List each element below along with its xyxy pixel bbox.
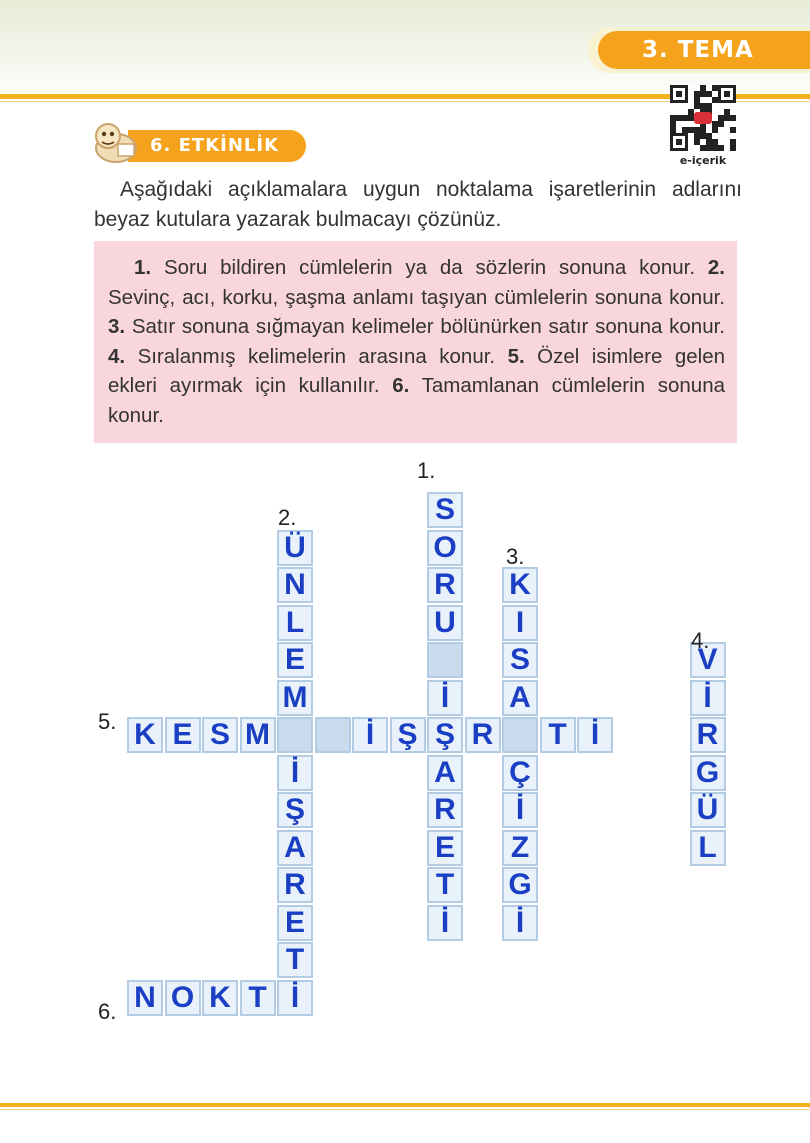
puzzle-black-cell	[277, 717, 313, 753]
puzzle-letter: N	[284, 568, 306, 601]
puzzle-letter: İ	[365, 718, 375, 751]
clue-4: Sıralanmış kelimelerin arasına konur.	[125, 344, 496, 368]
puzzle-letter: Ç	[509, 755, 531, 789]
puzzle-black-cell	[502, 717, 538, 753]
qr-finder-dot	[676, 139, 682, 145]
puzzle-letter: Ü	[284, 530, 306, 564]
puzzle-letter: S	[434, 493, 455, 526]
footer-divider-thin	[0, 1109, 810, 1110]
puzzle-letter: K	[509, 568, 531, 601]
qr-logo	[694, 112, 712, 124]
puzzle-letter: T	[285, 943, 305, 976]
clue-text	[108, 253, 725, 430]
puzzle-letter: A	[509, 680, 531, 714]
puzzle-letter: İ	[290, 980, 300, 1014]
puzzle-letter: Ş	[284, 793, 305, 826]
activity-title: 6. ETKİNLİK	[150, 135, 280, 156]
puzzle-letter: R	[471, 718, 494, 751]
qr-module	[718, 121, 724, 127]
clue-3: Satır sonuna sığmayan kelimeler bölünürken satır sonuna konur.	[125, 315, 725, 338]
clue-number: 4.	[108, 344, 126, 368]
puzzle-letter: M	[245, 718, 270, 751]
puzzle-letter: R	[434, 793, 456, 826]
clue-number: 6.	[392, 374, 410, 397]
puzzle-letter: T	[248, 980, 267, 1014]
puzzle-letter: K	[209, 980, 231, 1014]
puzzle-letter: E	[434, 830, 455, 864]
puzzle-letter: S	[509, 643, 530, 676]
puzzle-letter: N	[134, 980, 156, 1014]
puzzle-letter: O	[170, 980, 195, 1014]
word-number-5: 5.	[98, 709, 117, 734]
clue-number: 2.	[707, 256, 726, 279]
tema-label: 3. TEMA	[598, 31, 810, 69]
puzzle-letter: İ	[440, 680, 450, 714]
clue-2: Sevinç, acı, korku, şaşma anlamı taşıyan cümlelerin sonuna konur.	[108, 285, 725, 309]
puzzle-letter: İ	[590, 718, 600, 751]
puzzle-letter: İ	[440, 905, 450, 939]
word-number-1: 1.	[417, 458, 436, 483]
clue-1: Soru bildiren cümlelerin ya da sözlerin sonuna konur.	[151, 256, 696, 279]
puzzle-letter: İ	[703, 680, 712, 714]
puzzle-letter: I	[515, 605, 525, 639]
puzzle-letter: V	[697, 643, 718, 676]
clue-number: 1.	[134, 256, 152, 279]
puzzle-letter: R	[284, 868, 306, 901]
puzzle-letter: İ	[515, 905, 525, 939]
puzzle-letter: E	[284, 905, 305, 939]
puzzle-letter: L	[285, 605, 305, 639]
qr-module	[712, 127, 718, 133]
puzzle-letter: E	[172, 718, 193, 751]
puzzle-letter: Z	[510, 830, 530, 864]
puzzle-letter: E	[284, 643, 305, 676]
puzzle-letter: Ş	[434, 718, 455, 751]
qr-module	[730, 115, 736, 121]
qr-module	[718, 145, 724, 151]
puzzle-letter: G	[695, 755, 720, 789]
qr-finder-dot	[724, 91, 730, 97]
clue-6: Tamamlanan cümlelerin sonuna konur.	[108, 374, 725, 427]
puzzle-letter: O	[433, 530, 457, 564]
puzzle-letter: T	[435, 868, 455, 901]
puzzle-letter: R	[696, 718, 719, 751]
mascot-icon	[88, 114, 140, 166]
word-number-3: 3.	[506, 544, 525, 569]
puzzle-letter: İ	[515, 793, 525, 826]
qr-module	[712, 97, 718, 103]
puzzle-letter: İ	[290, 755, 300, 789]
qr-code-icon[interactable]	[670, 85, 736, 151]
qr-module	[730, 145, 736, 151]
qr-label: e-içerik	[679, 154, 727, 167]
word-number-2: 2.	[278, 505, 297, 530]
word-number-4: 4.	[691, 628, 710, 653]
puzzle-letter: A	[434, 755, 456, 789]
puzzle-letter: G	[508, 868, 532, 901]
puzzle-letter: Ü	[696, 793, 719, 826]
puzzle-letter: A	[284, 830, 306, 864]
footer-divider	[0, 1103, 810, 1107]
puzzle-letter: K	[134, 718, 156, 751]
clue-number: 3.	[108, 315, 126, 338]
puzzle-letter: U	[434, 605, 456, 639]
instruction-text: Aşağıdaki açıklamalara uygun noktalama işaretlerinin adlarını beyaz kutulara yazarak bulmacayı çözünüz.	[94, 178, 742, 231]
clue-number: 5.	[507, 344, 525, 368]
word-number-6: 6.	[98, 999, 117, 1024]
puzzle-letter: L	[698, 830, 717, 864]
puzzle-black-cell	[427, 642, 463, 678]
qr-finder-dot	[676, 91, 682, 97]
puzzle-black-cell	[315, 717, 351, 753]
puzzle-letter: T	[548, 718, 567, 751]
qr-module	[730, 127, 736, 133]
puzzle-letter: R	[434, 568, 456, 601]
puzzle-letter: S	[209, 718, 230, 751]
puzzle-letter: M	[282, 680, 308, 714]
clue-5: Özel isimlere gelen ekleri ayırmak için kullanılır.	[108, 344, 726, 397]
puzzle-letter: Ş	[397, 718, 418, 751]
qr-module	[670, 127, 676, 133]
qr-module	[712, 85, 718, 91]
